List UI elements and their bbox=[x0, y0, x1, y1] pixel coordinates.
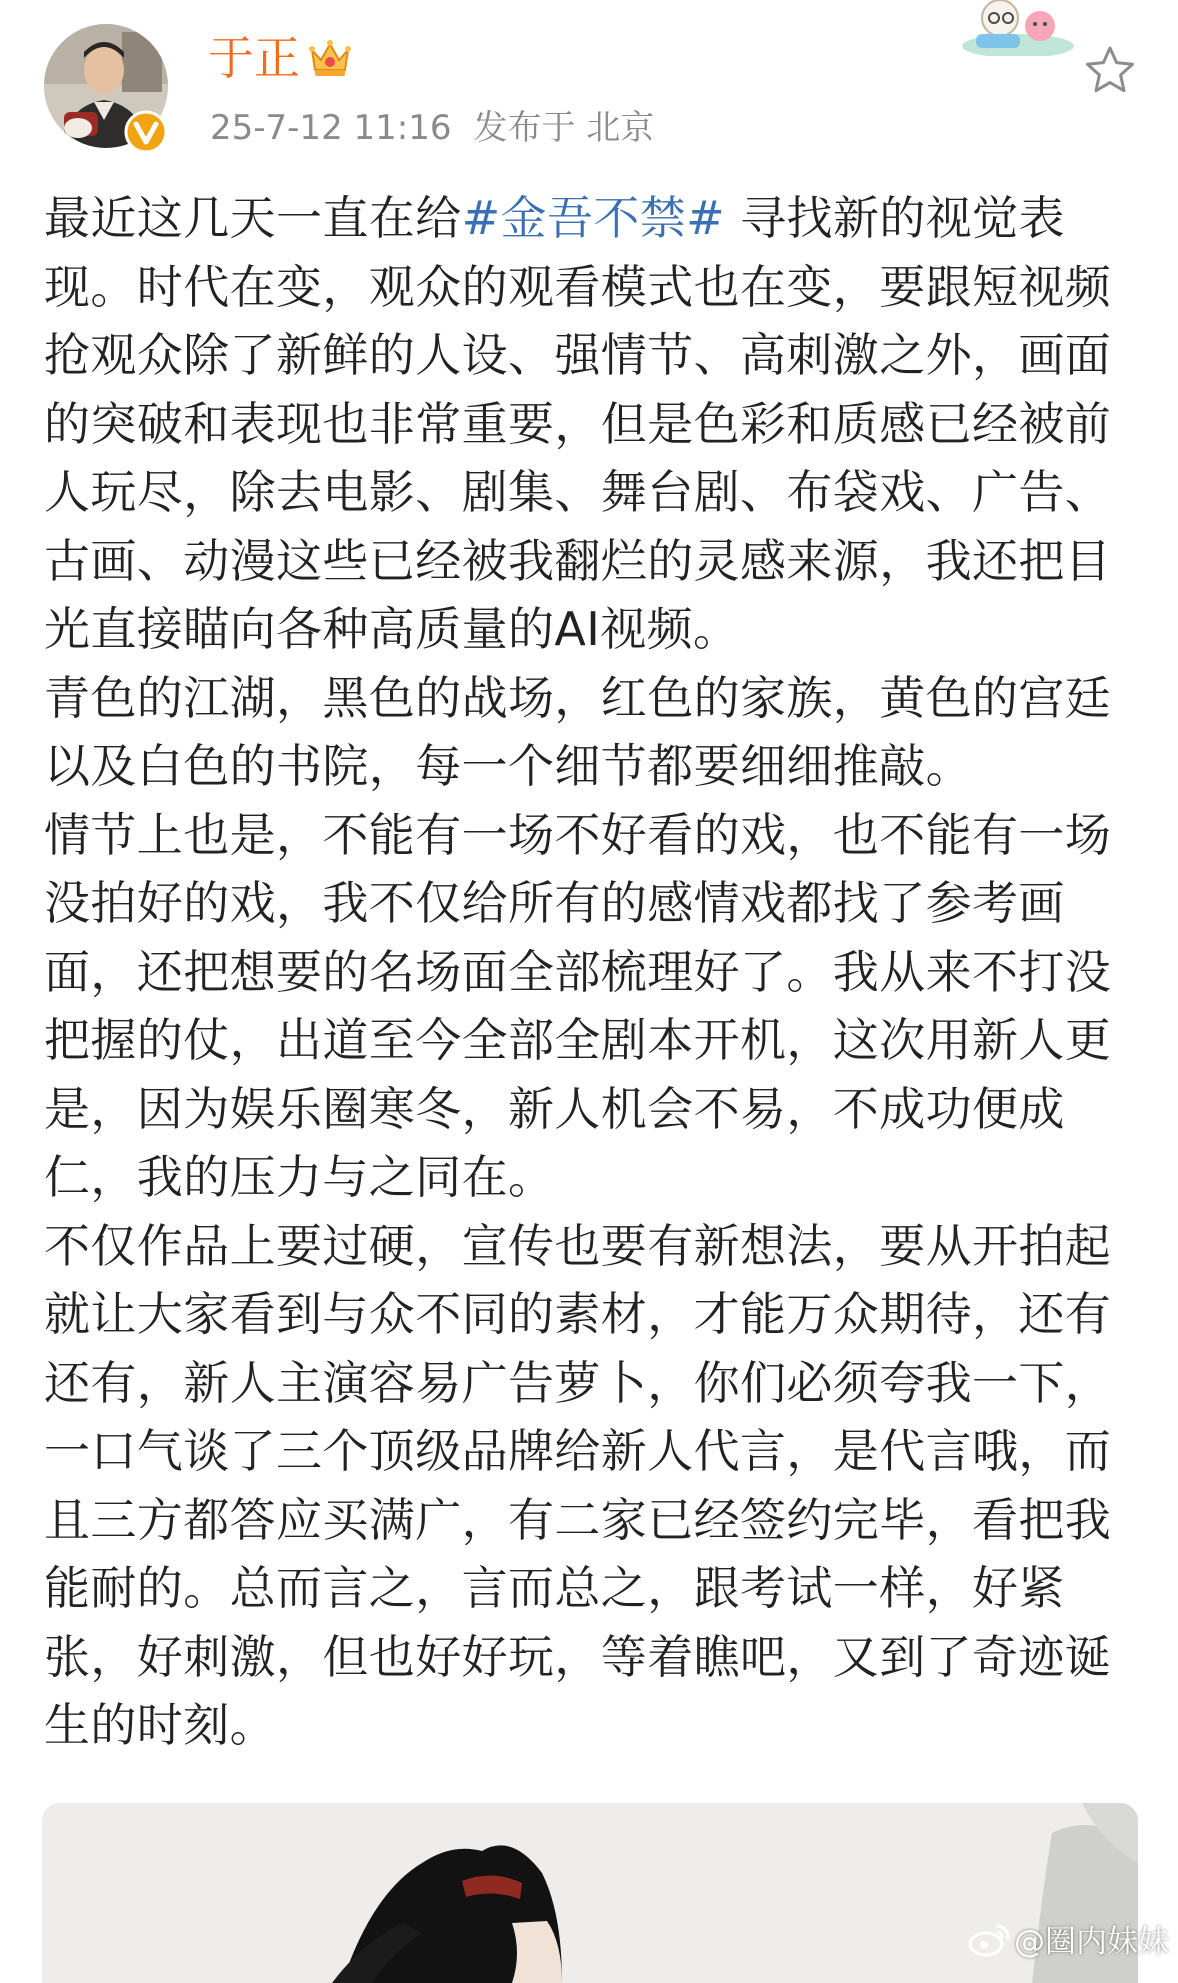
watermark-text: @圈内妹妹 bbox=[1014, 1924, 1169, 1960]
favorite-star-button[interactable] bbox=[1082, 42, 1138, 98]
post-paragraph-4: 不仅作品上要过硬，宣传也要有新想法，要从开拍起就让大家看到与众不同的素材，才能万众期待，还有还有，新人主演容易广告萝卜，你们必须夸我一下，一口气谈了三个顶级品牌给新人代言，是代言哦，而且三方都答应买满广，有二家已经签约完毕，看把我能耐的。总而言之，言而总之，跟考试一样，好紧张，好刺激，但也好好玩，等着瞧吧，又到了奇迹诞生的时刻。 bbox=[44, 1218, 1112, 1752]
post-paragraph-2: 青色的江湖，黑色的战场，红色的家族，黄色的宫廷以及白色的书院，每一个细节都要细细推敲。 bbox=[44, 670, 1112, 793]
post-paragraph-1 bbox=[44, 184, 1144, 664]
watermark bbox=[968, 1920, 1169, 1964]
post-text bbox=[44, 184, 1144, 1760]
post-header bbox=[0, 0, 1178, 175]
lead-text: 最近这几天一直在给 bbox=[44, 191, 462, 245]
paragraph-text: 寻找新的视觉表现。时代在变，观众的观看模式也在变，要跟短视频抢观众除了新鲜的人设、强情节、高刺激之外，画面的突破和表现也非常重要，但是色彩和质感已经被前人玩尽，除去电影、剧集、舞台剧、布袋戏、广告、古画、动漫这些已经被我翻烂的灵感来源，我还把目光直接瞄向各种高质量的AI视频。 bbox=[44, 191, 1112, 656]
weibo-logo-icon bbox=[968, 1922, 1012, 1958]
post-location: 北京 bbox=[586, 108, 655, 148]
post-meta bbox=[210, 104, 654, 152]
crown-icon[interactable] bbox=[306, 36, 354, 82]
location-prefix: 发布于 bbox=[473, 108, 576, 148]
sticker-icon bbox=[958, 0, 1076, 56]
user-name[interactable]: 于正 bbox=[208, 31, 300, 85]
post-paragraph-3: 情节上也是，不能有一场不好看的戏，也不能有一场没拍好的戏，我不仅给所有的感情戏都找了参考画面，还把想要的名场面全部梳理好了。我从来不打没把握的仗，出道至今全部全剧本开机，这次用新人更是，因为娱乐圈寒冬，新人机会不易，不成功便成仁，我的压力与之同在。 bbox=[44, 807, 1112, 1204]
post-timestamp: 25-7-12 11:16 bbox=[210, 108, 452, 148]
hashtag-link[interactable]: #金吾不禁# bbox=[461, 191, 726, 245]
verified-badge-icon bbox=[124, 110, 168, 154]
